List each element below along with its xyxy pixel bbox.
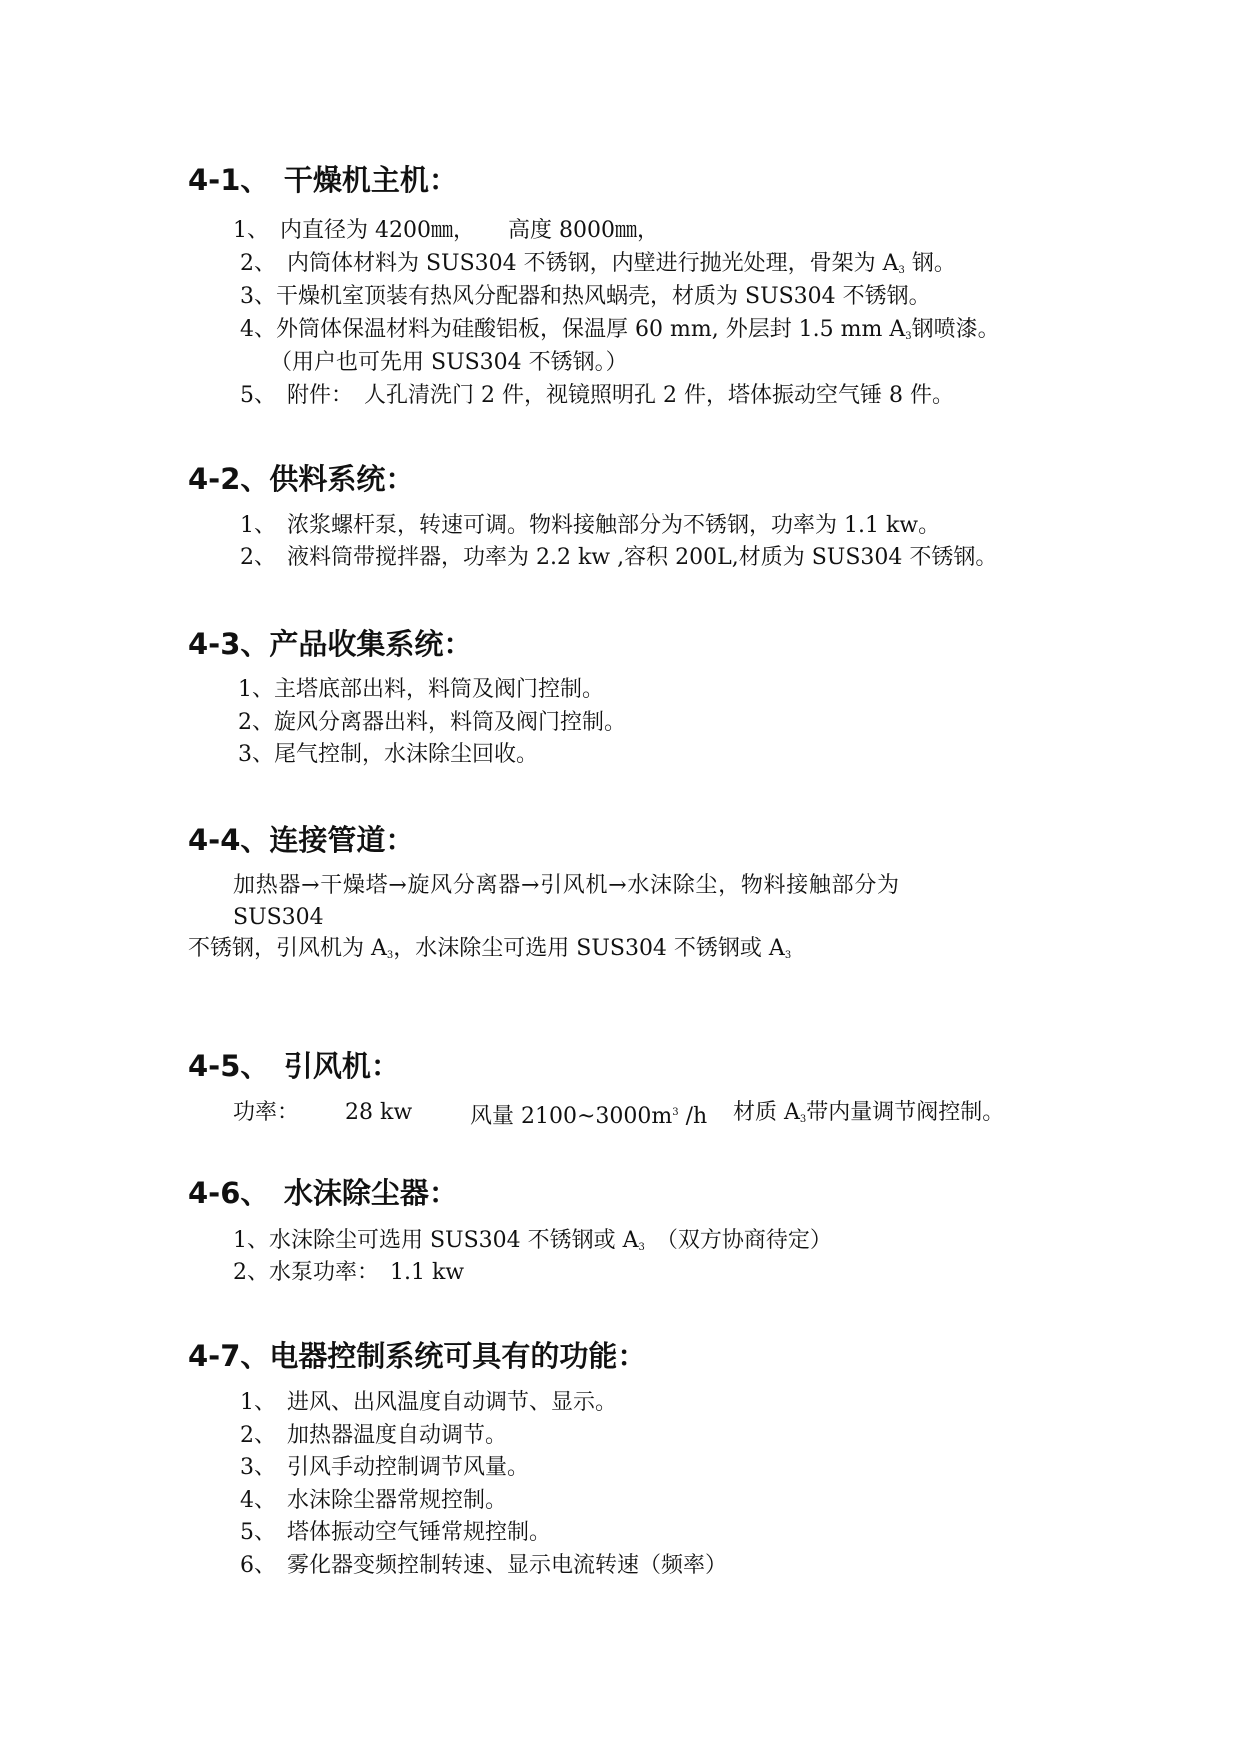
s4-line-2: SUS304	[233, 905, 324, 930]
s6-item-2: 2、水泵功率： 1.1 kw	[233, 1260, 465, 1285]
section-heading-4-2: 4-2、供料系统：	[188, 462, 415, 496]
section-heading-4-6: 4-6、 水沫除尘器：	[188, 1176, 458, 1210]
s1-item-4	[240, 315, 1000, 352]
s5-airflow	[470, 1098, 707, 1132]
s6-item-1-tail: （双方协商待定）	[644, 1228, 832, 1253]
s5-material-subscript: 3	[799, 1114, 807, 1125]
section-heading-4-4: 4-4、连接管道：	[188, 823, 415, 857]
s5-airflow-unit: /h	[678, 1104, 708, 1129]
s7-item-1: 1、 进风、出风温度自动调节、显示。	[240, 1390, 617, 1415]
s5-airflow-text: 风量 2100~3000m	[470, 1104, 673, 1129]
s1-item-4-subscript: 3	[905, 331, 912, 342]
s4-line-3-mid: ，水沫除尘可选用 SUS304 不锈钢或 A	[393, 936, 785, 961]
s6-item-1-subscript: 3	[638, 1242, 645, 1253]
s1-item-2-subscript: 3	[898, 265, 905, 276]
s7-item-5: 5、 塔体振动空气锤常规控制。	[240, 1520, 551, 1545]
section-heading-4-1: 4-1、 干燥机主机：	[188, 163, 458, 197]
s7-item-4: 4、 水沫除尘器常规控制。	[240, 1488, 507, 1513]
s1-item-4-tail: 钢喷漆。	[911, 317, 1000, 342]
s4-line-3-subscript-2: 3	[784, 950, 792, 961]
s1-item-5: 5、 附件： 人孔清洗门 2 件，视镜照明孔 2 件，塔体振动空气锤 8 件。	[240, 383, 954, 408]
s1-item-3: 3、干燥机室顶装有热风分配器和热风蜗壳，材质为 SUS304 不锈钢。	[240, 284, 931, 309]
s1-item-4-continuation: （用户也可先用 SUS304 不锈钢。）	[270, 350, 628, 375]
s4-line-3-subscript-1: 3	[386, 950, 394, 961]
s3-item-2: 2、旋风分离器出料，料筒及阀门控制。	[238, 710, 626, 735]
s7-item-6: 6、 雾化器变频控制转速、显示电流转速（频率）	[240, 1553, 727, 1578]
s3-item-3: 3、尾气控制，水沫除尘回收。	[238, 742, 538, 767]
s7-item-2: 2、 加热器温度自动调节。	[240, 1423, 507, 1448]
s3-item-1: 1、主塔底部出料，料筒及阀门控制。	[238, 677, 604, 702]
section-heading-4-5: 4-5、 引风机：	[188, 1049, 400, 1083]
s5-power-value: 28 kw	[345, 1100, 413, 1125]
s4-line-3-text: 不锈钢，引风机为 A	[188, 936, 387, 961]
s1-item-2-text: 2、 内筒体材料为 SUS304 不锈钢，内壁进行抛光处理，骨架为 A	[240, 251, 899, 276]
s4-line-1: 加热器→干燥塔→旋风分离器→引风机→水沫除尘，物料接触部分为	[233, 873, 900, 898]
s5-material-tail: 带内量调节阀控制。	[806, 1100, 1005, 1125]
s2-item-1: 1、 浓浆螺杆泵，转速可调。物料接触部分为不锈钢，功率为 1.1 kw。	[240, 513, 941, 538]
s6-item-1-text: 1、水沫除尘可选用 SUS304 不锈钢或 A	[233, 1228, 639, 1253]
s7-item-3: 3、 引风手动控制调节风量。	[240, 1455, 529, 1480]
s1-item-2	[240, 249, 956, 286]
s5-power-label: 功率：	[233, 1100, 300, 1125]
s2-item-2: 2、 液料筒带搅拌器，功率为 2.2 kw ,容积 200L,材质为 SUS304 不锈钢。	[240, 545, 998, 570]
section-heading-4-3: 4-3、产品收集系统：	[188, 627, 473, 661]
s1-item-4-text: 4、外筒体保温材料为硅酸铝板，保温厚 60 mm, 外层封 1.5 mm A	[240, 317, 906, 342]
s5-material	[733, 1098, 1004, 1135]
s1-item-1: 1、 内直径为 4200㎜， 高度 8000㎜，	[233, 218, 659, 243]
section-heading-4-7: 4-7、电器控制系统可具有的功能：	[188, 1339, 647, 1373]
s5-airflow-superscript: 3	[672, 1107, 679, 1118]
s5-material-text: 材质 A	[733, 1100, 800, 1125]
s4-line-3	[188, 934, 791, 971]
s1-item-2-tail: 钢。	[904, 251, 956, 276]
